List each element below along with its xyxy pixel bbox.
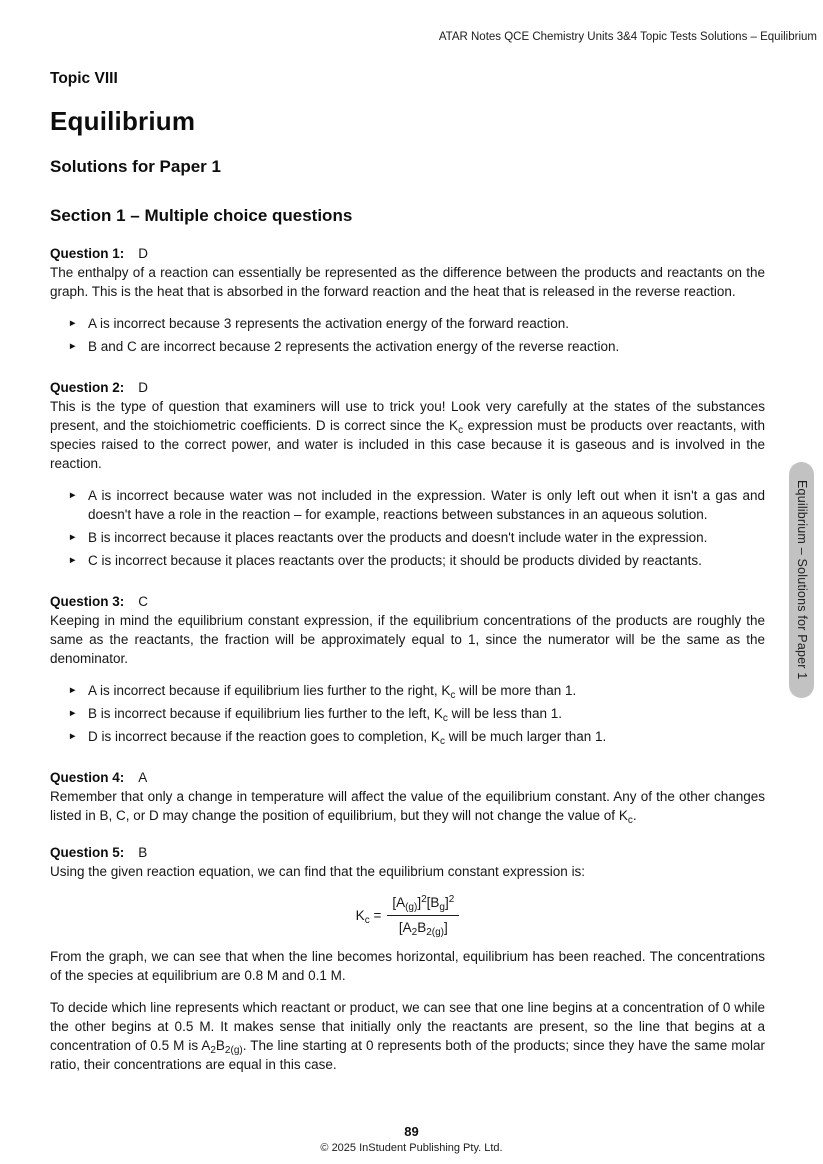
question-5-block	[50, 843, 765, 1074]
question-4-block	[50, 768, 765, 825]
equation-numerator: $[A_{(g)}]^2[B_g]^2$	[387, 894, 459, 916]
page-title: Equilibrium	[50, 106, 196, 136]
bullet-arrow-icon: ►	[68, 731, 78, 742]
bullet-arrow-icon: ►	[68, 685, 78, 696]
question-1-block	[50, 244, 765, 356]
list-item	[50, 704, 765, 723]
bullet-text: A is incorrect because 3 represents the activation energy of the forward reaction.	[88, 316, 570, 331]
question-2-block	[50, 378, 765, 570]
list-item	[50, 337, 765, 356]
bullet-text: A is incorrect because water was not included in the expression. Water is only left out when it isn't a gas and doesn't have a role in the reaction – for example, reactions between substances in an aqueous solution.	[88, 488, 765, 522]
question-2-heading	[50, 378, 765, 397]
running-header: ATAR Notes QCE Chemistry Units 3&4 Topic Tests Solutions – Equilibrium	[438, 31, 817, 43]
option-notes	[50, 681, 765, 746]
subtitle: Solutions for Paper 1	[50, 157, 221, 176]
bullet-text: B is incorrect because it places reactants over the products and doesn't include water in the expression.	[88, 530, 708, 545]
question-4-heading	[50, 768, 765, 787]
question-explanation: To decide which line represents which reactant or product, we can see that one line begins at a concentration of 0 while the other begins at 0.5 M. It makes sense that initially only the reactants are present, so the line that begins at a concentration of 0.5 M is $A_2B_{2(g)}$. The line starting at 0 represents both of the products; since they have the same molar ratio, their concentrations are equal in this case.	[50, 1000, 765, 1072]
page-number: 89	[404, 1124, 419, 1139]
bullet-text: B is incorrect because if equilibrium lies further to the left, $K_c$ will be less than 1.	[88, 706, 562, 724]
side-tab-equilibrium-solutions: Equilibrium – Solutions for Paper 1	[789, 462, 814, 698]
kc-equation	[50, 894, 765, 937]
question-explanation: Remember that only a change in temperature will affect the value of the equilibrium constant. Any of the other changes listed in B, C, or D may change the position of equilibrium, but they will not change the value of $K_c$.	[50, 789, 765, 826]
bullet-text: A is incorrect because if equilibrium lies further to the right, $K_c$ will be more than 1.	[88, 683, 577, 701]
question-label: Question 3:	[50, 594, 125, 609]
copyright-notice: © 2025 InStudent Publishing Pty. Ltd.	[320, 1142, 503, 1154]
question-explanation: From the graph, we can see that when the line becomes horizontal, equilibrium has been reached. The concentrations of the species at equilibrium are 0.8 M and 0.1 M.	[50, 949, 765, 983]
bullet-arrow-icon: ►	[68, 318, 78, 329]
bullet-arrow-icon: ►	[68, 341, 78, 352]
bullet-arrow-icon: ►	[68, 490, 78, 501]
question-3-heading	[50, 592, 765, 611]
answer-letter: B	[138, 845, 148, 860]
bullet-text: C is incorrect because it places reactants over the products; it should be products divided by reactants.	[88, 553, 702, 568]
section-heading: Section 1 – Multiple choice questions	[50, 206, 353, 225]
list-item	[50, 528, 765, 547]
question-explanation: This is the type of question that examiners will use to trick you! Look very carefully at the states of the substances present, and the stoichiometric coefficients. D is correct since the $K_c$ expression must be products over reactants, with species raised to the correct power, and water is included in this case because it is gaseous and is involved in the reaction.	[50, 399, 766, 471]
answer-letter: A	[138, 770, 148, 785]
bullet-arrow-icon: ►	[68, 555, 78, 566]
bullet-arrow-icon: ►	[68, 532, 78, 543]
list-item	[50, 551, 765, 570]
topic-label: Topic VIII	[50, 70, 118, 87]
page-content	[50, 70, 765, 1074]
equation-denominator: $[A_2B_{2(g)}]$	[398, 920, 448, 938]
question-label: Question 4:	[50, 770, 125, 785]
list-item	[50, 727, 765, 746]
list-item	[50, 314, 765, 333]
question-1-heading	[50, 244, 765, 263]
question-explanation: Keeping in mind the equilibrium constant expression, if the equilibrium concentrations of the products are roughly the same as the reactants, the fraction will be approximately equal to 1, since the numerator will be the same as the denominator.	[50, 613, 765, 666]
equation-lhs: $K_c$ =	[355, 907, 382, 926]
answer-letter: D	[138, 246, 149, 261]
option-notes	[50, 486, 765, 570]
question-label: Question 5:	[50, 845, 125, 860]
option-notes	[50, 314, 765, 356]
answer-letter: C	[138, 594, 149, 609]
list-item	[50, 486, 765, 524]
bullet-text: D is incorrect because if the reaction goes to completion, $K_c$ will be much larger than 1.	[88, 729, 607, 747]
answer-letter: D	[138, 380, 149, 395]
question-5-heading	[50, 843, 765, 862]
equation-fraction	[387, 894, 459, 937]
question-label: Question 1:	[50, 246, 125, 261]
question-3-block	[50, 592, 765, 746]
question-explanation: The enthalpy of a reaction can essentially be represented as the difference between the products and reactants on the graph. This is the heat that is absorbed in the forward reaction and the heat that is released in the reverse reaction.	[50, 265, 765, 299]
page-footer	[0, 1124, 823, 1155]
question-label: Question 2:	[50, 380, 125, 395]
bullet-arrow-icon: ►	[68, 708, 78, 719]
list-item	[50, 681, 765, 700]
question-explanation: Using the given reaction equation, we can find that the equilibrium constant expression is:	[50, 864, 586, 879]
bullet-text: B and C are incorrect because 2 represents the activation energy of the reverse reaction.	[88, 339, 620, 354]
